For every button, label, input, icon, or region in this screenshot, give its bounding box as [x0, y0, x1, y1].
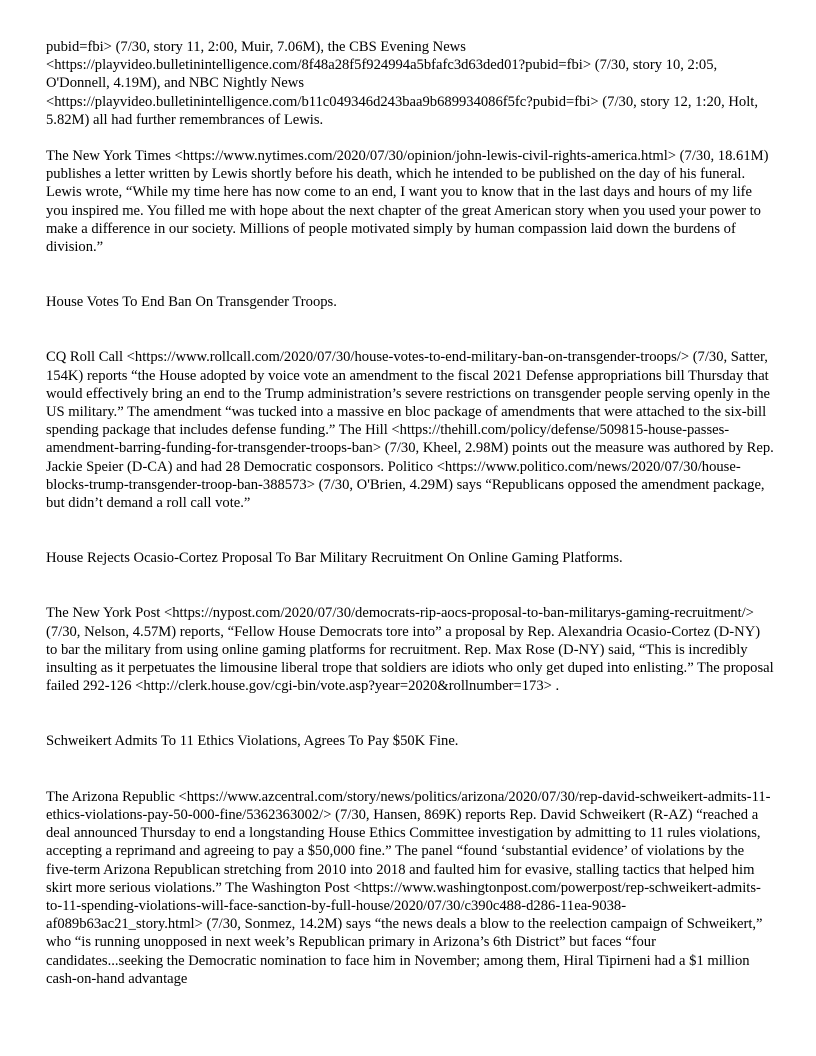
spacer — [46, 311, 774, 348]
spacer — [46, 751, 774, 788]
spacer — [46, 512, 774, 549]
spacer — [46, 695, 774, 732]
headline-schweikert: Schweikert Admits To 11 Ethics Violations, Agrees To Pay $50K Fine. — [46, 733, 459, 750]
headline-transgender: House Votes To End Ban On Transgender Troops. — [46, 294, 337, 311]
spacer — [46, 256, 774, 293]
paragraph-schweikert: The Arizona Republic <https://www.azcentral.com/story/news/politics/arizona/2020/07/30/rep-david-schweikert-admits-11-ethics-violations-pay-50-000-fine/5362363002/> (7/30, Hansen, 869K) reports Rep. David Schweikert (R-AZ) “reached a deal announced Thursday to end a longstanding House Ethics Committee investigation by admitting to 11 rules violations, accepting a reprimand and agreeing to pay a $50,000 fine.” The panel “found ‘substantial evidence’ of violations by the five-term Arizona Republican stretching from 2010 into 2018 and faulted him for evasive, stalling tactics that helped him skirt more serious violations.” The Washington Post <https://www.washingtonpost.com/powerpost/rep-schweikert-admits-to-11-spending-violations-will-face-sanction-by-full-house/2020/07/30/c390c488-d286-11ea-9038-af089b63ac21_story.html> (7/30, Sonmez, 14.2M) says “the news deals a blow to the reelection campaign of Schweikert,” who “is running unopposed in next week’s Republican primary in Arizona’s 6th District” but faces “four candidates...seeking the Democratic nomination to face him in November; among them, Hiral Tipirneni had a $1 million cash-on-hand advantage — [46, 788, 771, 987]
paragraph-fbi-continued: pubid=fbi> (7/30, story 11, 2:00, Muir, 7.06M), the CBS Evening News <https://playvideo.bulletinintelligence.com/8f48a28f5f924994a5bfafc3d63ded01?pubid=fbi> (7/30, story 10, 2:05, O'Donnell, 4.19M), and NBC Nightly News <https://playvideo.bulletinintelligence.com/b11c049346d243baa9b689934086f5fc?pubid=fbi> (7/30, story 12, 1:20, Holt, 5.82M) all had further remembrances of Lewis. — [46, 39, 758, 128]
paragraph-transgender: CQ Roll Call <https://www.rollcall.com/2020/07/30/house-votes-to-end-military-ban-on-transgender-troops/> (7/30, Satter, 154K) reports “the House adopted by voice vote an amendment to the fiscal 2021 Defense appropriations bill Thursday that would effectively bring an end to the Trump administration’s severe restrictions on transgender people serving openly in the US military.” The amendment “was tucked into a massive en bloc package of amendments that were attached to the six-bill spending package that includes defense funding.” The Hill <https://thehill.com/policy/defense/509815-house-passes-amendment-barring-funding-for-transgender-troops-ban> (7/30, Kheel, 2.98M) points out the measure was authored by Rep. Jackie Speier (D-CA) and had 28 Democratic cosponsors. Politico <https://www.politico.com/news/2020/07/30/house-blocks-trump-transgender-troop-ban-388573> (7/30, O'Brien, 4.29M) says “Republicans opposed the amendment package, but didn’t demand a roll call vote.” — [46, 349, 774, 512]
paragraph-gaming: The New York Post <https://nypost.com/2020/07/30/democrats-rip-aocs-proposal-to-ban-militarys-gaming-recruitment/> (7/30, Nelson, 4.57M) reports, “Fellow House Democrats tore into” a proposal by Rep. Alexandria Ocasio-Cortez (D-NY) to bar the military from using online gaming platforms for recruitment. Rep. Max Rose (D-NY) said, “This is incredibly insulting as it perpetuates the limousine liberal trope that soldiers are idiots who only get duped into enlisting.” The proposal failed 292-126 <http://clerk.house.gov/cgi-bin/vote.asp?year=2020&rollnumber=173> . — [46, 605, 774, 695]
paragraph-nyt-letter: The New York Times <https://www.nytimes.com/2020/07/30/opinion/john-lewis-civil-rights-america.html> (7/30, 18.61M) publishes a letter written by Lewis shortly before his death, which he intended to be published on the day of his funeral. Lewis wrote, “While my time here has now come to an end, I want you to know that in the last days and hours of my life you inspired me. You filled me with hope about the next chapter of the great American story when you used your power to make a difference in our society. Millions of people motivated simply by human compassion laid down the burdens of division.” — [46, 148, 769, 256]
headline-gaming: House Rejects Ocasio-Cortez Proposal To Bar Military Recruitment On Online Gaming Platforms. — [46, 550, 623, 567]
document-page — [46, 38, 774, 988]
spacer — [46, 129, 774, 147]
spacer — [46, 567, 774, 604]
